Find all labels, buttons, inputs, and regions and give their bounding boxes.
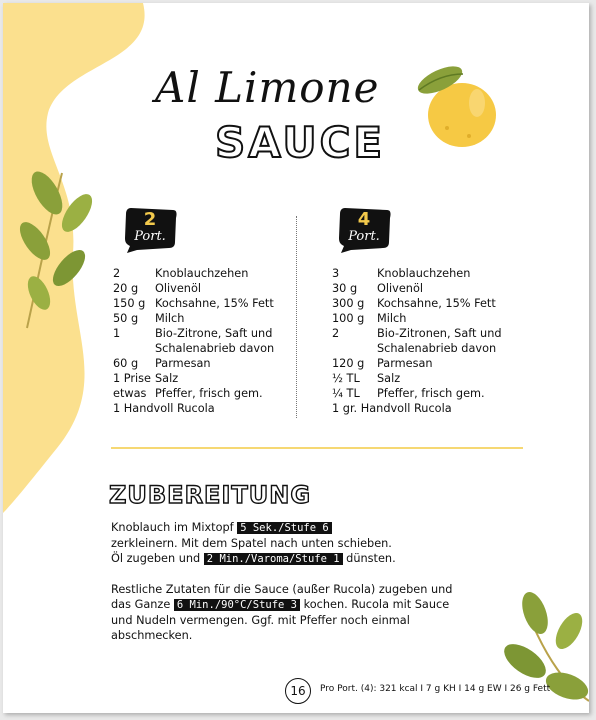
thermomix-setting: 2 Min./Varoma/Stufe 1 bbox=[204, 553, 343, 565]
ingredient-row: 300 g Kochsahne, 15% Fett bbox=[332, 297, 496, 310]
recipe-page bbox=[3, 3, 589, 713]
basil-leaves-icon bbox=[17, 163, 97, 333]
ingredient-row: ¼ TL Pfeffer, frisch gem. bbox=[332, 387, 485, 400]
preparation-heading: ZUBEREITUNG bbox=[109, 481, 312, 509]
ingredient-row: 1 Prise Salz bbox=[113, 372, 179, 385]
ingredient-list-4 bbox=[332, 266, 507, 416]
preparation-step-1: Knoblauch im Mixtopf 5 Sek./Stufe 6 zerkleinern. Mit dem Spatel nach unten schieben. Öl zugeben und 2 Min./Varoma/Stufe 1 dünsten. bbox=[111, 521, 396, 565]
ingredient-row: 2 Bio-Zitronen, Saft und Schalenabrieb davon bbox=[332, 327, 502, 355]
portion-badge-4 bbox=[337, 206, 391, 254]
page-number: 16 bbox=[285, 678, 311, 704]
ingredient-row: 1 Handvoll Rucola bbox=[113, 402, 215, 415]
ingredient-row: 100 g Milch bbox=[332, 312, 407, 325]
lemon-icon bbox=[407, 58, 502, 153]
ingredient-row: 50 g Milch bbox=[113, 312, 185, 325]
ingredient-row: 120 g Parmesan bbox=[332, 357, 433, 370]
title-script: Al Limone bbox=[155, 63, 380, 112]
ingredient-row: 2 Knoblauchzehen bbox=[113, 267, 249, 280]
portion-badge-2 bbox=[123, 206, 177, 254]
portion-count: 2 bbox=[143, 209, 157, 230]
portion-unit: Port. bbox=[348, 229, 380, 244]
thermomix-setting: 5 Sek./Stufe 6 bbox=[237, 522, 332, 534]
basil-leaves-icon bbox=[497, 591, 589, 713]
ingredient-row: 1 Bio-Zitrone, Saft und Schalenabrieb davon bbox=[113, 327, 275, 355]
ingredient-row: ½ TL Salz bbox=[332, 372, 401, 385]
ingredient-row: 1 gr. Handvoll Rucola bbox=[332, 402, 452, 415]
ingredient-row: 20 g Olivenöl bbox=[113, 282, 202, 295]
preparation-text bbox=[111, 520, 471, 658]
ingredient-row: etwas Pfeffer, frisch gem. bbox=[113, 387, 263, 400]
ingredient-row: 150 g Kochsahne, 15% Fett bbox=[113, 297, 274, 310]
portion-count: 4 bbox=[357, 209, 371, 230]
column-divider bbox=[296, 216, 297, 418]
ingredient-row: 3 Knoblauchzehen bbox=[332, 267, 471, 280]
ingredient-row: 60 g Parmesan bbox=[113, 357, 211, 370]
portion-unit: Port. bbox=[134, 229, 166, 244]
preparation-step-2: Restliche Zutaten für die Sauce (außer Rucola) zugeben und das Ganze 6 Min./90°C/Stufe 3 kochen. Rucola mit Sauce und Nudeln vermengen. Ggf. mit Pfeffer noch einmal abschmecken. bbox=[111, 583, 453, 642]
title-sauce: SAUCE bbox=[215, 118, 386, 167]
ingredient-row: 30 g Olivenöl bbox=[332, 282, 424, 295]
nutrition-info: Pro Port. (4): 321 kcal I 7 g KH I 14 g EW I 26 g Fett bbox=[320, 684, 551, 694]
ingredient-list-2 bbox=[113, 266, 283, 416]
section-divider bbox=[111, 447, 523, 449]
thermomix-setting: 6 Min./90°C/Stufe 3 bbox=[174, 599, 300, 611]
